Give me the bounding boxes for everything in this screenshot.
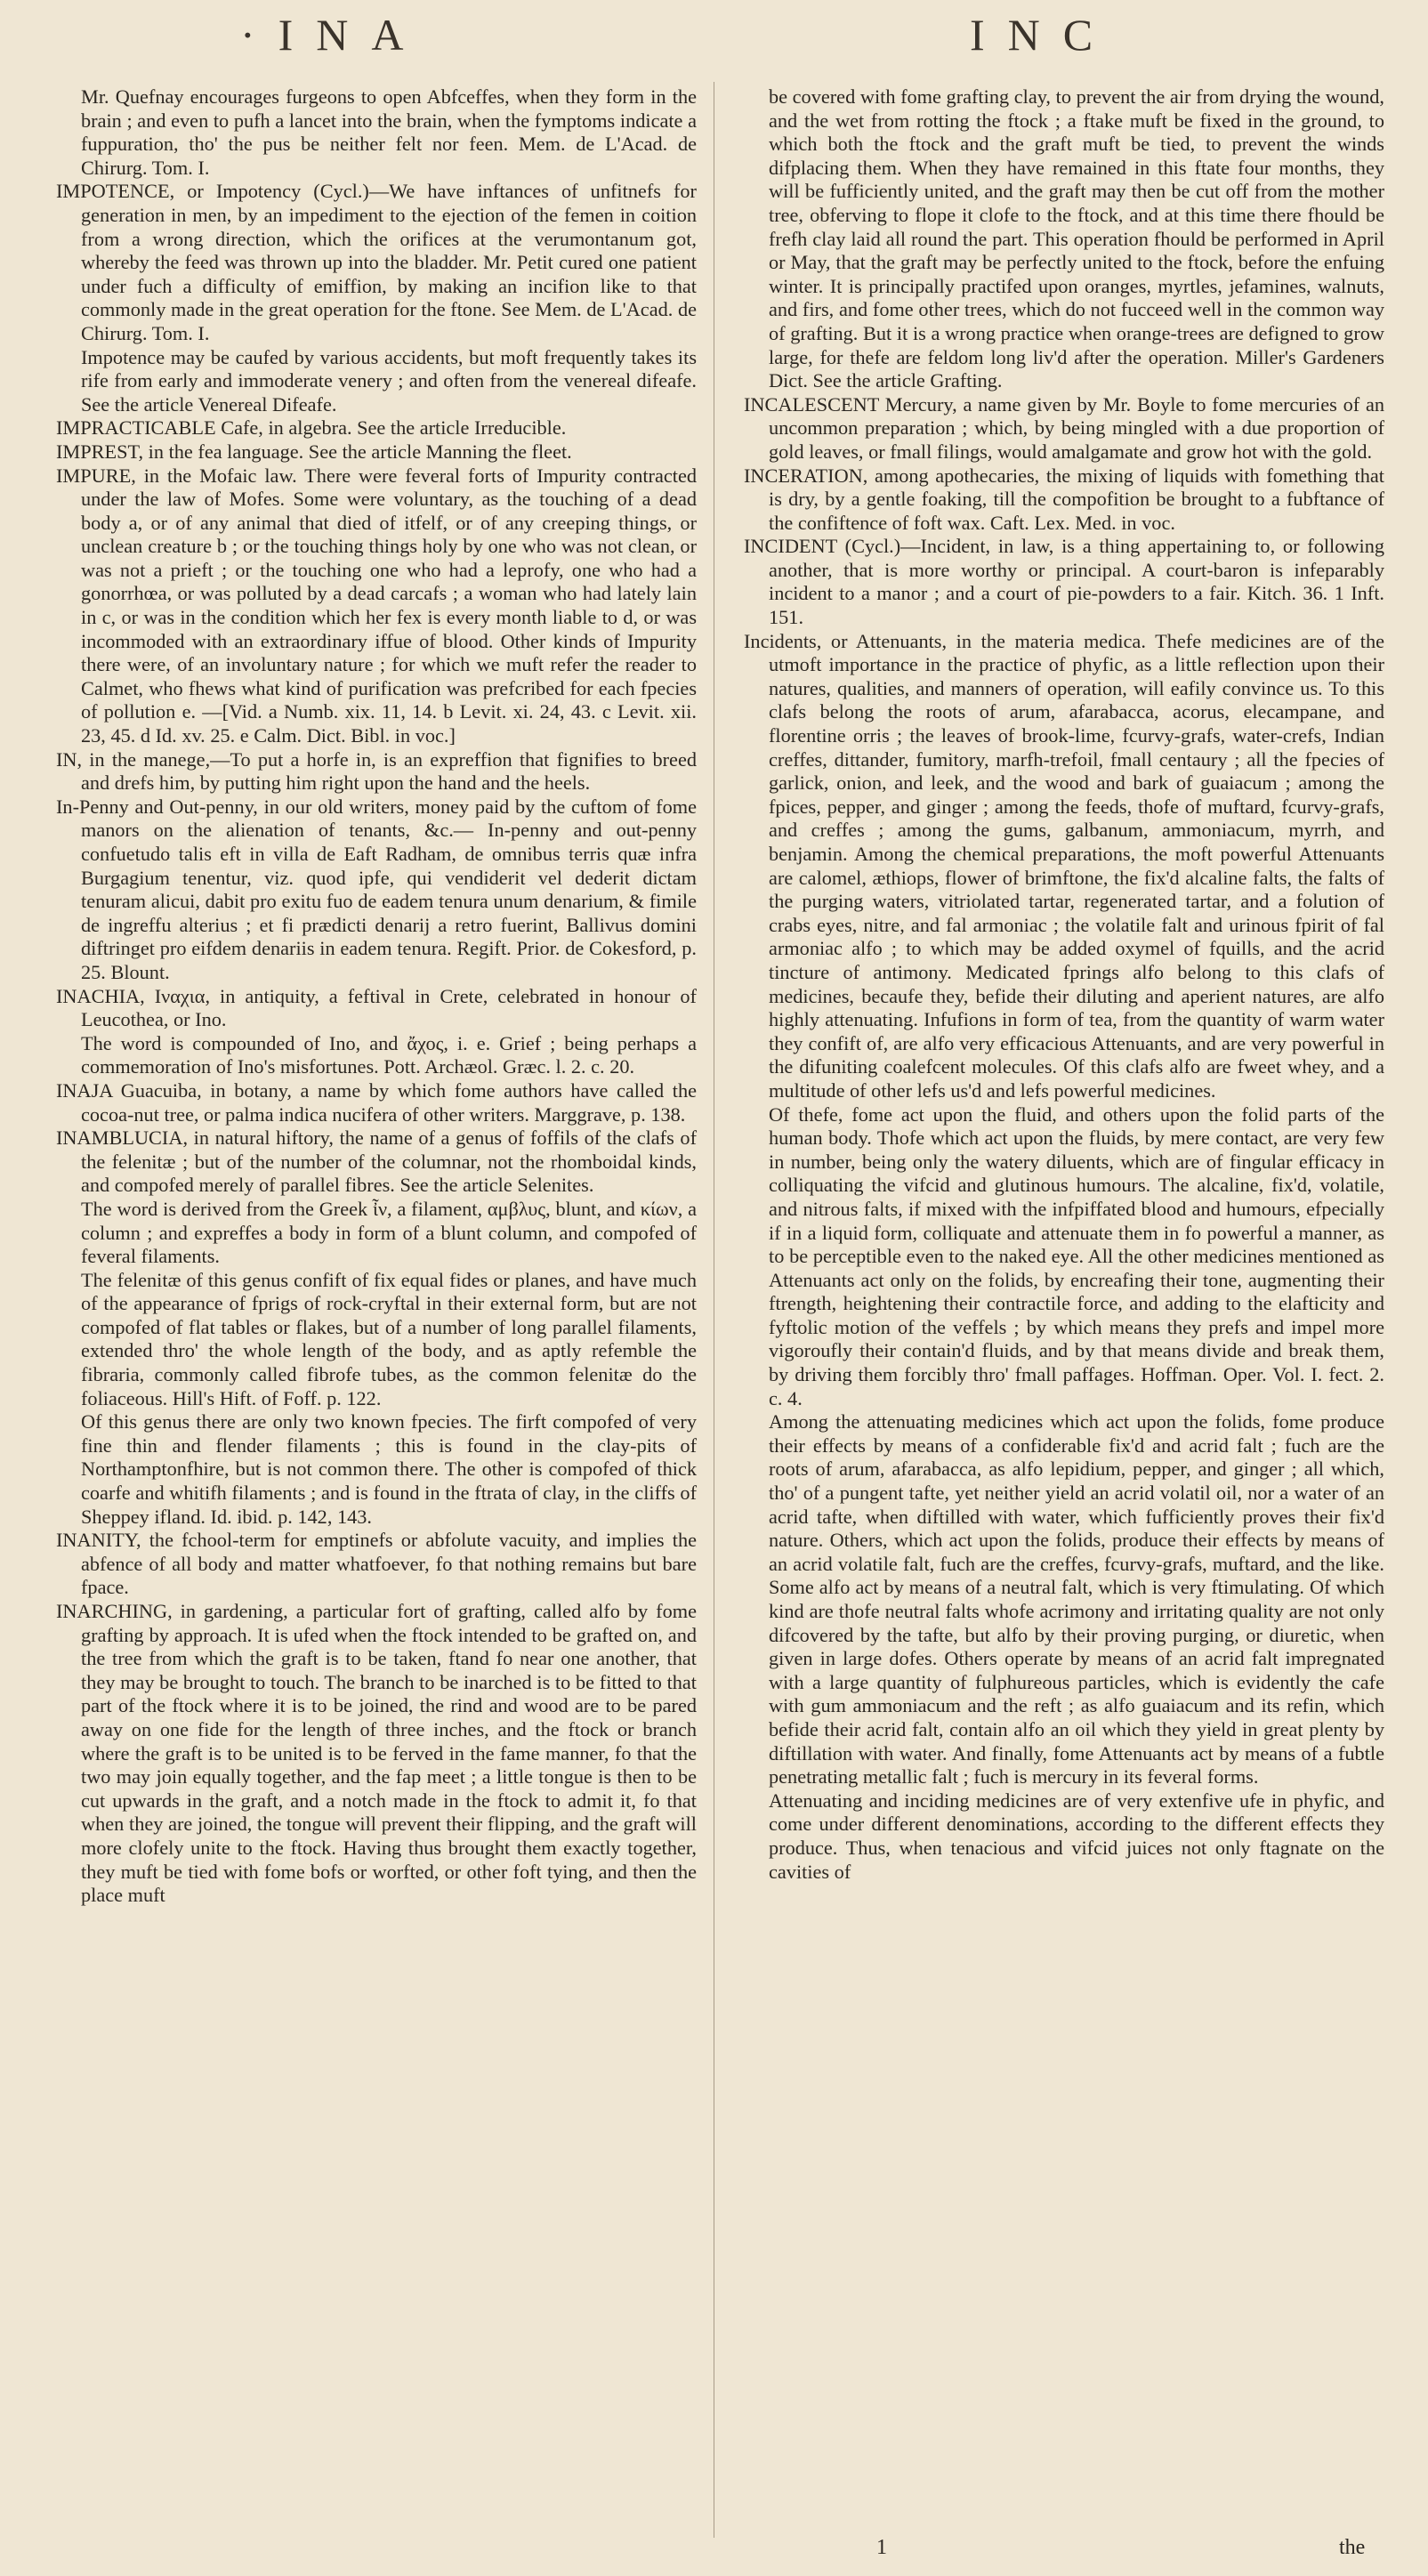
entry-imprest: IMPREST, in the fea language. See the article Manning the fleet.	[56, 440, 572, 463]
header-right: INC	[970, 10, 1117, 60]
entry-inachia-cont: The word is compounded of Ino, and ἄχος, i. e. Grief ; being perhaps a commemoration of Ino's misfortunes. Pott. Archæol. Græc. l. 2. c. 20.	[81, 1031, 697, 1078]
entry-inamblucia-etym: The word is derived from the Greek ἶν, a filament, αμβλυς, blunt, and κίων, a column ; and expreffes a body in form of a blunt column, and compofed of feveral filaments.	[81, 1197, 697, 1268]
left-column	[56, 85, 697, 1908]
entry-abscess-continued: Mr. Quefnay encourages furgeons to open Abfceffes, when they form in the brain ; and even to pufh a lancet into the brain, when the fymptoms indicate a fuppuration, tho' the pus be neither felt nor feen. Mem. de L'Acad. de Chirurg. Tom. I.	[81, 85, 697, 179]
entry-in-penny: In-Penny and Out-penny, in our old writers, money paid by the cuftom of fome manors on the alienation of tenants, &c.— In-penny and out-penny confuetudo talis eft in villa de Eaft Radham, de omnibus terris quæ infra Burgagium tenentur, viz. quod ipfe, qui vendiderit vel dederit dictam tenuram alicui, dabit pro exitu fuo de eadem tenura unum denarium, & fimile de ingreffu alterius ; et fi prædicti denarij a retro fuerint, Ballivus domini diftringet pro eifdem denariis in eadem tenura. Regift. Prior. de Cokesford, p. 25. Blount.	[56, 795, 697, 983]
entry-incidents: Incidents, or Attenuants, in the materia medica. Thefe medicines are of the utmoft importance in the practice of phyfic, as a little reflection upon their natures, qualities, and manners of operation, will eafily convince us. To this clafs belong the roots of arum, afarabacca, acorus, elecampane, and florentine orris ; the leaves of brook-lime, fcurvy-grafs, water-crefs, Indian creffes, dittander, fumitory, marfh-trefoil, fmall centaury ; all the fpecies of garlick, onion, and leek, and the wood and bark of guaiacum ; among the fpices, pepper, and ginger ; among the feeds, thofe of muftard, fcurvy-grafs, and creffes ; among the gums, galbanum, ammoniacum, myrrh, and benjamin. Among the chemical preparations, the moft powerful Attenuants are calomel, æthiops, flower of brimftone, the fix'd alcaline falts, the falts of the purging waters, vitriolated tartar, regenerated tartar, and a folution of crabs eyes, nitre, and fal armoniac ; the volatile falt and urinous fpirit of fal armoniac alfo ; to which may be added oxymel of fquills, and the acrid tincture of antimony. Medicated fprings alfo belong to this clafs of medicines, becaufe they, befide their diluting and aperient natures, are alfo highly attenuating. Infufions in form of tea, from the quantity of warm water they confift of, are alfo very efficacious Attenuants, and are very powerful in the difuniting coalefcent molecules. Of this clafs alfo are fweet whey, and a multitude of other lefs us'd and lefs powerful medicines.	[744, 629, 1384, 1102]
catchword: the	[1339, 2536, 1366, 2559]
entry-inamblucia-desc: The felenitæ of this genus confift of fix equal fides or planes, and have much of the appearance of fprigs of rock-cryftal in their external form, but are not compofed of flat tables or flakes, but of a number of long parallel filaments, extended thro' the whole length of the body, and as aptly refemble the fibraria, commonly called fibrofe tubes, as the common felenitæ do the foliaceous. Hill's Hift. of Foff. p. 122.	[81, 1268, 697, 1409]
entry-inaja: INAJA Guacuiba, in botany, a name by which fome authors have called the cocoa-nut tree, or palma indica nucifera of other writers. Marggrave, p. 138.	[56, 1078, 697, 1126]
entry-incalescent: INCALESCENT Mercury, a name given by Mr. Boyle to fome mercuries of an uncommon preparation ; which, by being mingled with a due proportion of gold leaves, or fmall filings, would amalgamate and grow hot with the gold.	[744, 392, 1384, 463]
entry-incidents-fluids: Of thefe, fome act upon the fluid, and others upon the folid parts of the human body. Thofe which act upon the fluids, by mere contact, are very few in number, being only the watery diluents, which are of fingular efficacy in colliquating the vifcid and glutinous humours. The alcaline, fix'd, volatile, and nitrous falts, if mixed with the infpiffated blood and humours, efpecially if in a liquid form, colliquate and attenuate them in fo powerful a manner, as to be perceptible even to the naked eye. All the other medicines mentioned as Attenuants act only on the folids, by encreafing their tone, augmenting their ftrength, heightening their contractile force, and adding to the elafticity and fyftolic motion of the veffels ; by which means they prefs and impel more vigoroufly their contain'd fluids, and by that means divide and break them, by driving them forcibly thro' fmall paffages. Hoffman. Oper. Vol. I. fect. 2. c. 4.	[769, 1102, 1384, 1409]
entry-inachia: INACHIA, Ιναχια, in antiquity, a feftival in Crete, celebrated in honour of Leucothea, or Ino.	[56, 984, 697, 1031]
entry-impotence: IMPOTENCE, or Impotency (Cycl.)—We have inftances of unfitnefs for generation in men, by an impediment to the ejection of the femen in coition from a wrong direction, which the orifices at the verumontanum got, whereby the feed was thrown up into the bladder. Mr. Petit cured one patient under fuch a difficulty of emiffion, by making an incifion like to that commonly made in the great operation for the ftone. See Mem. de L'Acad. de Chirurg. Tom. I.	[56, 180, 697, 344]
entry-incidents-solids: Among the attenuating medicines which act upon the folids, fome produce their effects by means of a confiderable fix'd and acrid falt ; fuch are the roots of arum, afarabacca, as alfo lepidium, pepper, and ginger ; all which, tho' of a pungent tafte, yet neither yield an acrid volatil oil, nor a water of an acrid tafte, when diftilled with water, which fufficiently proves their fix'd nature. Others, which act upon the folids, produce their effects by means of an acrid volatile falt, fuch are the creffes, fcurvy-grafs, muftard, and the like. Some alfo act by means of a neutral falt, which is very ftimulating. Of which kind are thofe neutral falts whofe acrimony and irritating quality are not only difcovered by the tafte, but alfo by their proving purging, or diuretic, when given in large dofes. Others operate by means of an acrid falt impregnated with a large quantity of fulphureous particles, which is evidently the cafe with gum ammoniacum and the reft ; as alfo guaiacum and its refin, which befide their acrid falt, contain alfo an oil which they yield in great plenty by diftillation with water. And finally, fome Attenuants act by means of a fubtle penetrating metallic falt ; fuch is mercury in its feveral forms.	[769, 1410, 1384, 1789]
entry-inarching: INARCHING, in gardening, a particular fort of grafting, called alfo by fome grafting by approach. It is ufed when the ftock intended to be grafted on, and the tree from which the graft is to be taken, ftand fo near one another, that they may be brought to touch. The branch to be inarched is to be fitted to that part of the ftock where it is to be joined, the rind and wood are to be pared away on one fide for the length of three inches, and the ftock or branch where the graft is to be united is to be ferved in the fame manner, fo that the two may join equally together, and the fap meet ; a little tongue is then to be cut upwards in the graft, and a notch made in the ftock to admit it, fo that when they are joined, the tongue will prevent their flipping, and the graft will more clofely unite to the ftock. Having thus brought them exactly together, they muft be tied with fome bofs or worfted, or other foft tying, and then the place muft	[56, 1600, 697, 1907]
entry-inamblucia-species: Of this genus there are only two known fpecies. The firft compofed of very fine thin and flender filaments ; this is found in the clay-pits of Northamptonfhire, but is not common there. The other is compofed of thick coarfe and whitifh filaments ; and is found in the ftrata of clay, in the cliffs of Sheppey ifland. Id. ibid. p. 142, 143.	[81, 1410, 697, 1528]
entry-attenuating: Attenuating and inciding medicines are of very extenfive ufe in phyfic, and come under different denominations, according to the different effects they produce. Thus, when tenacious and vifcid juices not only ftagnate on the cavities of	[769, 1789, 1384, 1883]
entry-inamblucia: INAMBLUCIA, in natural hiftory, the name of a genus of foffils of the clafs of the felenitæ ; but of the number of the columnar, not the rhomboidal kinds, and compofed merely of parallel fibres. See the article Selenites.	[56, 1126, 697, 1197]
right-column	[744, 85, 1384, 1884]
signature-mark: 1	[876, 2536, 887, 2559]
entry-inceration: INCERATION, among apothecaries, the mixing of liquids with fomething that is dry, by a gentle foaking, till the compofition be brought to a fubftance of the confiftence of foft wax. Caft. Lex. Med. in voc.	[744, 464, 1384, 534]
entry-inarching-cont: be covered with fome grafting clay, to prevent the air from drying the wound, and the wet from rotting the ftock ; a ftake muft be fixed in the ground, to which both the ftock and the graft muft be tied, to prevent the winds difplacing them. When they have remained in this ftate four months, they will be fufficiently united, and the graft may then be cut off from the mother tree, obferving to flope it clofe to the ftock, and at this time there fhould be frefh clay laid all round the part. This operation fhould be performed in April or May, that the graft may be perfectly united to the ftock, before the enfuing winter. It is principally practifed upon oranges, myrtles, jefamines, walnuts, and firs, and fome other trees, which do not fucceed well in the common way of grafting. But it is a wrong practice when orange-trees are defigned to grow large, for thefe are feldom long liv'd after the operation. Miller's Gardeners Dict. See the article Grafting.	[769, 85, 1384, 392]
running-header	[0, 9, 1428, 71]
entry-inanity: INANITY, the fchool-term for emptinefs or abfolute vacuity, and implies the abfence of all body and matter whatfoever, fo that nothing remains but bare fpace.	[56, 1529, 697, 1599]
entry-in: IN, in the manege,—To put a horfe in, is an expreffion that fignifies to breed and drefs him, by putting him right upon the hand and the heels.	[56, 747, 697, 795]
entry-incident: INCIDENT (Cycl.)—Incident, in law, is a thing appertaining to, or following another, that is more worthy or principal. A court-baron is infeparably incident to a manor ; and a court of pie-powders to a fair. Kitch. 36. 1 Inft. 151.	[744, 535, 1384, 629]
header-left: ·INA	[240, 10, 427, 60]
entry-impotence-cont: Impotence may be caufed by various accidents, but moft frequently takes its rife from early and immoderate venery ; and often from the venereal difeafe. See the article Venereal Difeafe.	[81, 345, 697, 416]
entry-impracticable: IMPRACTICABLE Cafe, in algebra. See the article Irreducible.	[56, 416, 567, 440]
entry-impure: IMPURE, in the Mofaic law. There were feveral forts of Impurity contracted under the law of Mofes. Some were voluntary, as the touching of a dead body a, or of any animal that died of itfelf, or of any creeping things, or unclean creature b ; or the touching things holy by one who was not clean, or was not a prieft ; or the touching one who had a leprofy, one who had a gonorrhœa, or was polluted by a dead carcafs ; a woman who had lately lain in c, or was in the condition which her fex is every month liable to d, or was incommoded with an extraordinary iffue of blood. Other kinds of Impurity there were, of an involuntary nature ; for which we muft refer the reader to Calmet, who fhews what kind of purification was prefcribed for each fpecies of pollution e. —[Vid. a Numb. xix. 11, 14. b Levit. xi. 24, 43. c Levit. xii. 23, 45. d Id. xv. 25. e Calm. Dict. Bibl. in voc.]	[56, 464, 697, 747]
